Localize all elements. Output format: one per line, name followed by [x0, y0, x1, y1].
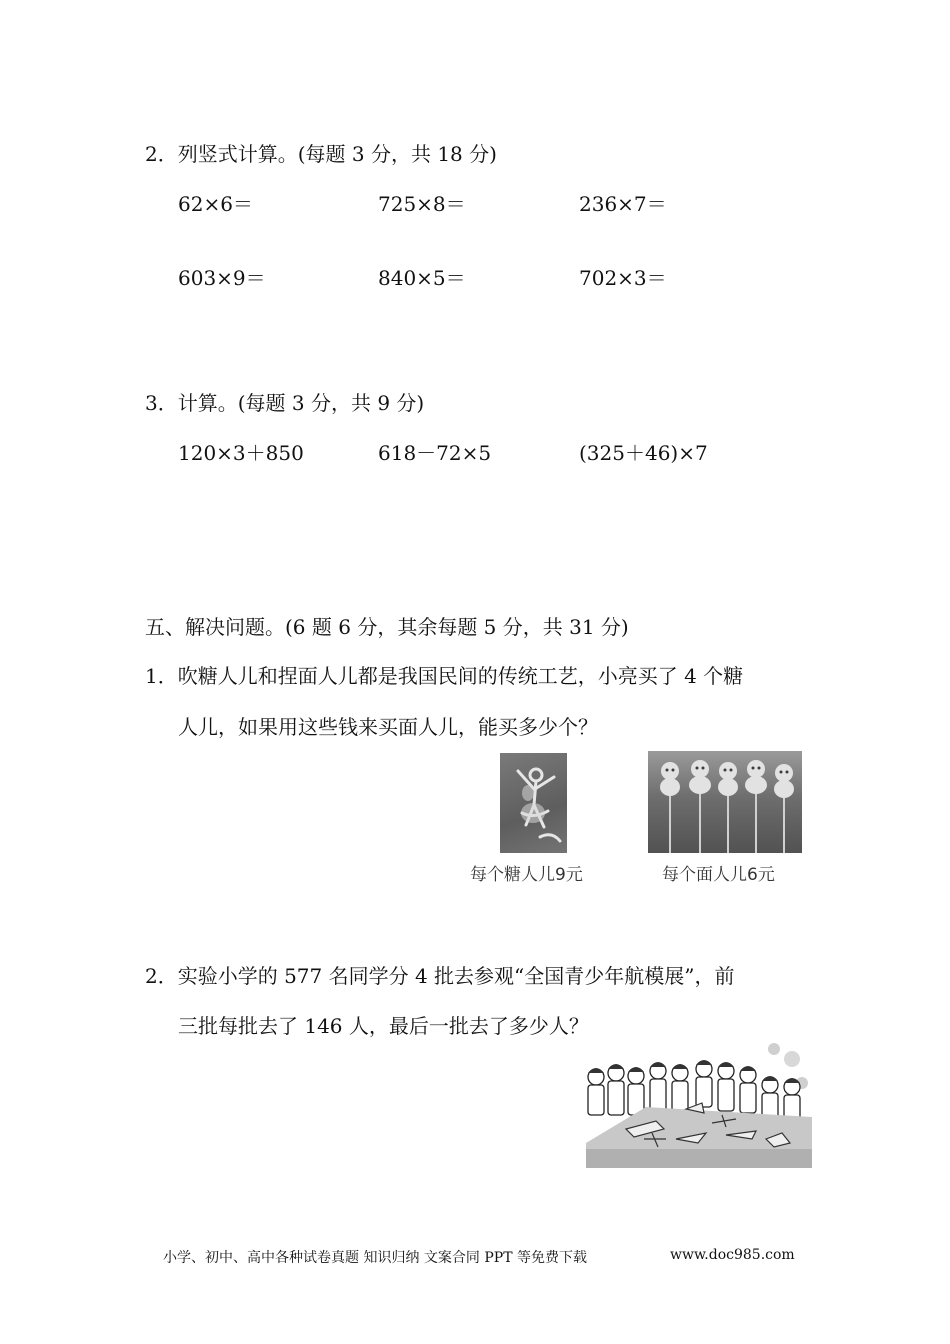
question-title: 3．计算。(每题 3 分，共 9 分)	[145, 391, 425, 415]
sugar-figure-icon	[500, 753, 567, 853]
problem-text: 2．实验小学的 577 名同学分 4 批去参观“全国青少年航模展”，前	[145, 964, 735, 988]
students-exhibition-icon	[586, 1043, 812, 1168]
expression: 236×7＝	[579, 192, 667, 216]
expression: (325＋46)×7	[579, 441, 708, 465]
expression: 618－72×5	[378, 441, 492, 465]
problem-text: 人儿，如果用这些钱来买面人儿，能买多少个？	[178, 715, 598, 739]
question-title: 2．列竖式计算。(每题 3 分，共 18 分)	[145, 142, 497, 166]
problem-text: 三批每批去了 146 人，最后一批去了多少人？	[178, 1014, 589, 1038]
expression: 840×5＝	[378, 266, 466, 290]
expression: 702×3＝	[579, 266, 667, 290]
footer-text: 小学、初中、高中各种试卷真题 知识归纳 文案合同 PPT 等免费下载	[163, 1250, 587, 1266]
expression: 603×9＝	[178, 266, 266, 290]
expression: 120×3＋850	[178, 441, 304, 465]
dough-figures-image	[648, 751, 802, 853]
image-caption: 每个糖人儿9元	[470, 865, 583, 885]
dough-figures-icon	[648, 751, 802, 853]
sugar-figure-image	[500, 753, 567, 853]
section-title: 五、解决问题。(6 题 6 分，其余每题 5 分，共 31 分)	[145, 615, 629, 639]
image-caption: 每个面人儿6元	[662, 865, 775, 885]
footer-url: www.doc985.com	[670, 1247, 795, 1263]
expression: 725×8＝	[378, 192, 466, 216]
problem-text: 1．吹糖人儿和捏面人儿都是我国民间的传统工艺，小亮买了 4 个糖	[145, 664, 744, 688]
expression: 62×6＝	[178, 192, 253, 216]
students-exhibition-image	[586, 1043, 812, 1168]
